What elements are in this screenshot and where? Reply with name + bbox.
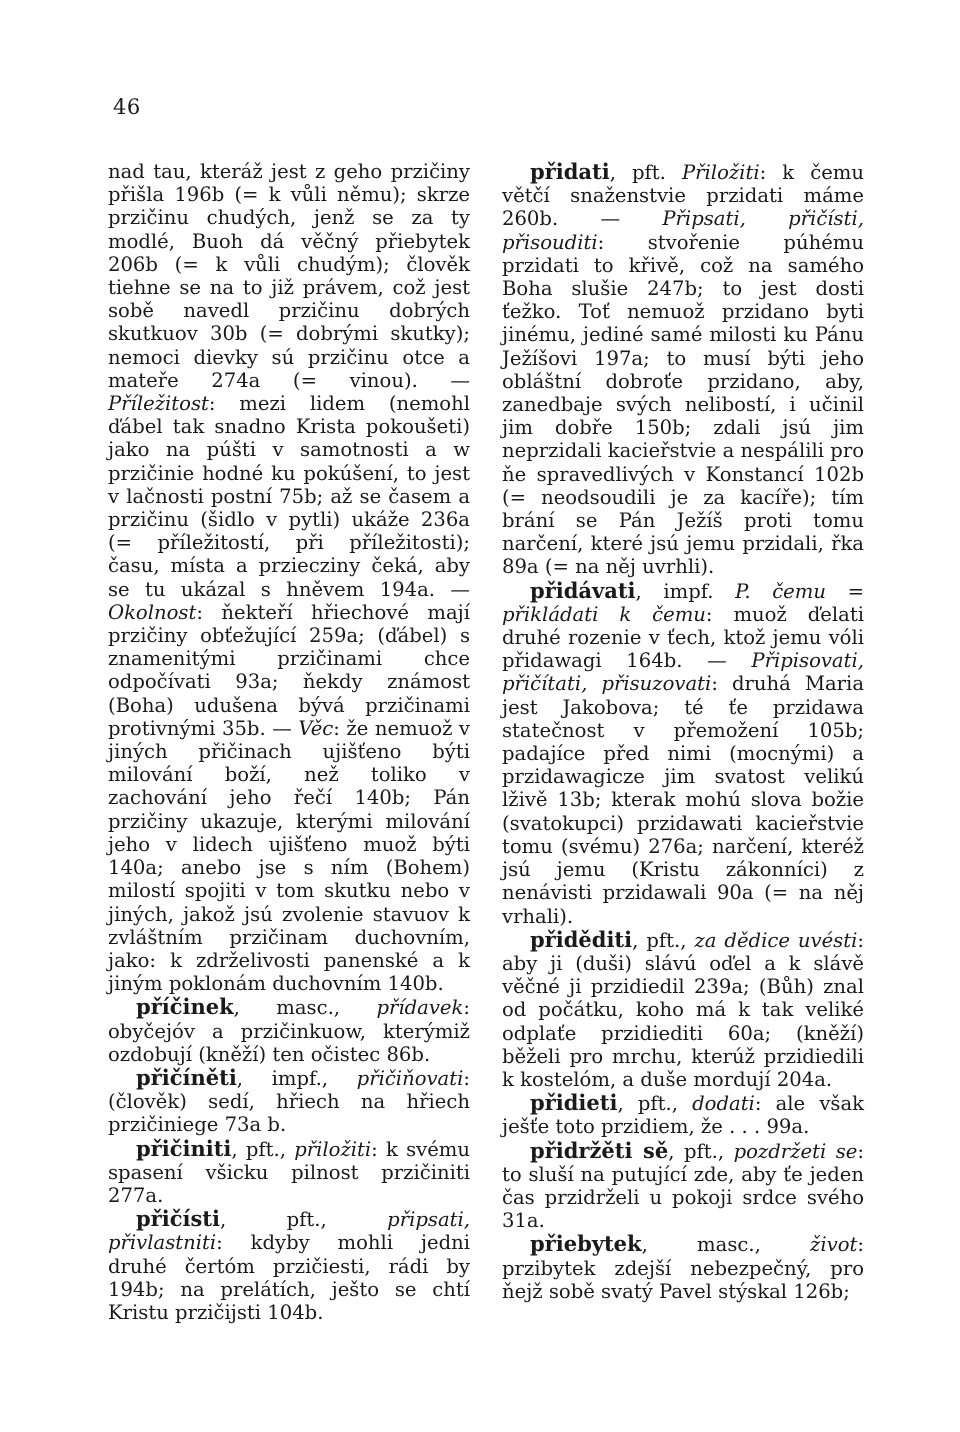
entry-headword: přidržěti sě (530, 1137, 669, 1163)
entry-gloss: Věc (298, 716, 334, 740)
entry-text: : obyčejóv a przičinkuow, kterýmiž ozdobují (kněží) ten očistec 86b. (108, 996, 470, 1066)
entry-text: : to sluší na putující zde, aby ťe jeden čas przidrželi u pokoji srdce svého 31a. (502, 1139, 864, 1233)
entry-gloss: přičiňovati (356, 1066, 464, 1090)
entry-text: : druhá Maria jest Jakobova; té ťe przidawa statečnost v přemožení 105b; padajíce před nimi (mocnými) a przidawagicze jim svatost velikú lživě 13b; kterak mohú slova božie (svatokupci) przidawati kacieřstvie tomu (svému) 276a; narčení, kteréž jsú jemu (Kristu zákonníci) z nenávisti przidawali 90a (= na něj vrhali). (502, 672, 864, 928)
entry-text: , pft., (668, 1139, 734, 1163)
entry-headword: přidati (530, 159, 610, 184)
entry-text: , pft., (617, 1092, 693, 1116)
entry-text: , masc., (233, 996, 377, 1020)
dictionary-entry (502, 928, 864, 1091)
right-column (502, 160, 864, 1303)
entry-text: , pft., (220, 1208, 388, 1232)
dictionary-entry (502, 579, 864, 928)
dictionary-entry (108, 1066, 470, 1137)
entry-text: : przibytek zdejší nebezpečný, pro ňejž sobě svatý Pavel stýskal 126b; (502, 1233, 864, 1303)
entry-text: , impf., (236, 1066, 357, 1090)
entry-text: : aby ji (duši) slávú oďel a k slávě věčné ji przidiedil 239a; (Bůh) znal od počátku, koho má k tak veliké odplaťe przidiediti 60a; (kněží) běželi pro mrchu, kterúž przidiedili k kostelóm, a duše mordují 204a. (502, 928, 864, 1091)
dictionary-entry (502, 160, 864, 579)
entry-gloss: pozdržeti se (733, 1139, 858, 1163)
entry-gloss: Přiložiti (681, 161, 760, 184)
entry-text: , pft., (632, 928, 695, 952)
page-number: 46 (113, 95, 141, 119)
entry-gloss: Připsati, přičísti, přisouditi (502, 207, 864, 254)
entry-text: nad tau, kteráž jest z geho przičiny přišla 196b (= k vůli němu); skrze przičinu chudých, jenž se za ty modlé, Buoh dá věčný přiebytek 206b (= k vůli chudým); člověk tiehne se na to již právem, což jest sobě navedl przičinu dobrých skutkuov 30b (= dobrými skutky); nemoci dievky sú przičinu otce a mateře 274a (= vinou). — (108, 160, 470, 392)
entry-gloss: P. čemu = přikládati k čemu (502, 579, 864, 626)
entry-text: : kdyby mohli jedni druhé čertóm przičiesti, rádi by 194b; na prelátích, ješto se chtí Kristu przičijsti 104b. (108, 1231, 470, 1324)
entry-text: : že nemuož v jiných přičinach ujišťeno býti milování boží, než toliko v zachování jeho řečí 140b; Pán przičiny ukazuje, kterými milování jeho v lidech ujišťeno muož býti 140a; anebo jse s ním (Bohem) milostí spojiti v tom skutku nebo v jiných, jakož jsú zvolenie stavuov k zvláštním przičinam duchovním, jako: k zdrželivosti panenské a k jiným poklonám duchovním 140b. (108, 716, 471, 996)
entry-gloss: dodati (692, 1092, 755, 1116)
entry-text: : k svému spasení všicku pilnost przičiniti 277a. (108, 1137, 470, 1207)
dictionary-entry (502, 1091, 864, 1138)
entry-text: : mezi lidem (nemohl ďábel tak snadno Krista pokoušeti) jako na púšti v samotnosti a w przičinie hodné ku pokúšení, to jest v lačnosti postní 75b; až se časem a przičinu (šidlo v pytli) ukáže 236a (= příležitostí, při příležitosti); času, místa a przieczinу čeká, aby se tu ukázal s hněvem 194a. — (108, 392, 470, 601)
dictionary-entry (108, 1207, 470, 1324)
entry-text: , masc., (641, 1233, 811, 1257)
entry-gloss: Okolnost (108, 600, 197, 624)
entry-text: : k čemu větčí snaženstvie przidati máme 260b. — (502, 161, 864, 231)
entry-gloss: Připisovati, přičítati, přisuzovati (502, 649, 864, 696)
entry-text: : ale však ješťe toto przidiem, že . . . 99a. (502, 1092, 864, 1139)
left-column (108, 160, 470, 1324)
entry-gloss: připsati, přivlastniti (108, 1208, 470, 1255)
entry-headword: přičísti (136, 1206, 220, 1232)
entry-text: , impf. (635, 579, 736, 603)
entry-headword: přiebytek (530, 1231, 642, 1257)
entry-headword: přidieti (530, 1090, 618, 1116)
entry-gloss: život (810, 1233, 858, 1257)
entry-headword: přidávati (530, 577, 636, 603)
entry-gloss: za dědice uvésti (694, 928, 858, 952)
dictionary-entry (108, 1137, 470, 1208)
entry-gloss: Příležitost (108, 392, 209, 416)
entry-headword: příčinek (136, 994, 234, 1020)
entry-headword: přičíněti (136, 1064, 237, 1090)
entry-text: , pft. (609, 161, 682, 184)
entry-text: : muož ďelati druhé rozenie v ťech, ktož jemu vóli přidawagi 164b. — (502, 602, 864, 673)
entry-text: : (člověk) sedí, hřiech na hřiech przičiniege 73a b. (108, 1066, 470, 1137)
dictionary-entry (108, 995, 470, 1066)
dictionary-entry (502, 1232, 864, 1303)
dictionary-entry (108, 160, 470, 995)
entry-text: : stvořenie púhému przidati to křivě, což na samého Boha slušie 247b; to jest dosti ťežko. Toť nemuož przidano byti jinému, jediné samé milosti ku Pánu Ježíšovi 197a; to musí býti jeho obláštní dobroťe przidano, aby, zanedbaje svých nelibostí, i učinil jim dobře 150b; zdali jsú jim neprzidali kacieřstvie a nespálili pro ňe spravedlivých v Konstancí 102b (= neodsoudili je za kacíře); tím brání se Pán Ježíš proti tomu narčení, které jsú jemu przidali, řka 89a (= na něj uvrhli). (502, 230, 864, 579)
entry-gloss: přídavek (376, 996, 464, 1020)
entry-gloss: přiložiti (294, 1137, 372, 1161)
entry-text: : ňekteří hřiechové mají przičiny obťežující 259a; (ďábel) s znamenitými przičinami chce odpočívati 93a; ňekdy známost (Boha) udušena bývá przičinami protivnými 35b. — (108, 600, 470, 740)
entry-headword: přiděditi (530, 926, 633, 952)
dictionary-entry (502, 1139, 864, 1233)
entry-text: , pft., (231, 1137, 295, 1161)
entry-headword: přičiniti (136, 1135, 232, 1161)
